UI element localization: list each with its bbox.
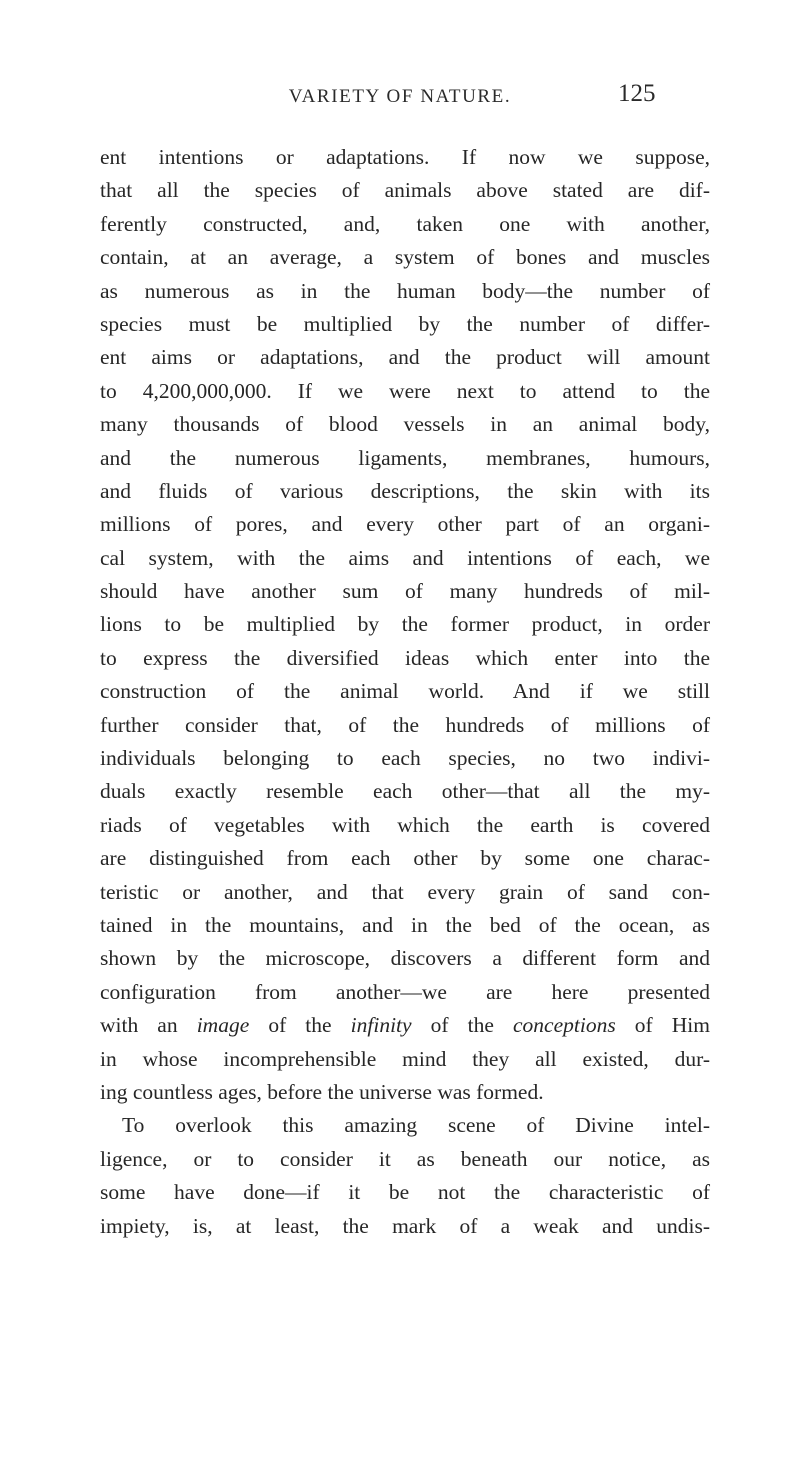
text-line: lions to be multiplied by the former product, in order [100,612,710,637]
text-line: shown by the microscope, discovers a different form and [100,946,710,971]
body-text [100,141,710,1243]
text-line: in whose incomprehensible mind they all existed, dur- [100,1046,710,1071]
text-line: some have done—if it be not the characteristic of [100,1180,710,1205]
text-line: as numerous as in the human body—the number of [100,278,710,303]
text-line: construction of the animal world. And if we still [100,679,710,704]
text-line: to express the diversified ideas which enter into the [100,645,710,670]
text-run: of the [411,1013,513,1038]
text-line: ligence, or to consider it as beneath our notice, as [100,1146,710,1171]
text-line: individuals belonging to each species, no two indivi- [100,746,710,771]
text-run: with an [100,1013,197,1038]
text-line: ferently constructed, and, taken one with another, [100,211,710,236]
text-run: of the [249,1013,351,1038]
text-line: configuration from another—we are here presented [100,979,710,1004]
text-line: ent aims or adaptations, and the product will amount [100,345,710,370]
text-line: further consider that, of the hundreds of millions of [100,712,710,737]
text-line: many thousands of blood vessels in an animal body, [100,412,710,437]
text-line: tained in the mountains, and in the bed of the ocean, as [100,912,710,937]
italic-word-conceptions: conceptions [513,1013,616,1038]
running-title: VARIETY OF NATURE. [288,86,512,107]
paragraph-start-line: To overlook this amazing scene of Divine intel- [122,1113,710,1138]
text-line: teristic or another, and that every grain of sand con- [100,879,710,904]
text-line: ing countless ages, before the universe was formed. [100,1079,544,1104]
text-run: of Him [615,1013,710,1038]
text-line: and fluids of various descriptions, the skin with its [100,478,710,503]
page-number: 125 [618,80,656,107]
text-line: should have another sum of many hundreds of mil- [100,579,710,604]
text-line: ent intentions or adaptations. If now we suppose, [100,145,710,169]
text-line: contain, at an average, a system of bones and muscles [100,245,710,270]
text-line: cal system, with the aims and intentions of each, we [100,545,710,570]
text-line: that all the species of animals above stated are dif- [100,178,710,203]
text-line: riads of vegetables with which the earth is covered [100,812,710,837]
text-line: species must be multiplied by the number of differ- [100,311,710,336]
text-line: and the numerous ligaments, membranes, humours, [100,445,710,470]
text-line: impiety, is, at least, the mark of a weak and undis- [100,1213,710,1238]
text-line: duals exactly resemble each other—that all the my- [100,779,710,804]
italic-word-image: image [196,1013,250,1038]
text-line: to 4,200,000,000. If we were next to attend to the [100,378,710,403]
text-line: are distinguished from each other by some one charac- [100,846,710,871]
italic-word-infinity: infinity [350,1013,412,1038]
text-line-italics [100,1009,710,1042]
text-line: millions of pores, and every other part of an organi- [100,512,710,537]
